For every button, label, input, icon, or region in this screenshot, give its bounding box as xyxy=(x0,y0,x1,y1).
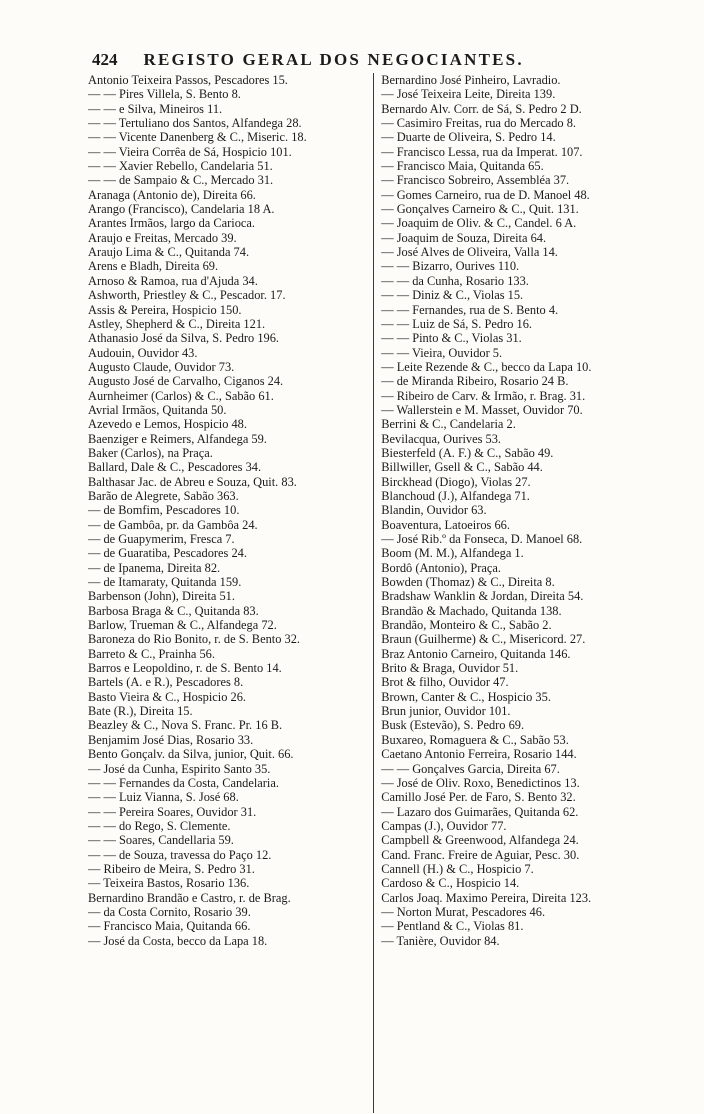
directory-entry: Berrini & C., Candelaria 2. xyxy=(381,417,516,432)
directory-entry: — de Miranda Ribeiro, Rosario 24 B. xyxy=(381,374,569,389)
directory-entry: Braz Antonio Carneiro, Quitanda 146. xyxy=(381,646,571,661)
directory-entry: Buxareo, Romaguera & C., Sabão 53. xyxy=(381,732,569,747)
directory-entry: Boom (M. M.), Alfandega 1. xyxy=(381,546,524,561)
directory-entry: Cand. Franc. Freire de Aguiar, Pesc. 30. xyxy=(381,847,580,862)
directory-entry: Bate (R.), Direita 15. xyxy=(88,704,193,719)
directory-entry: — da Costa Cornito, Rosario 39. xyxy=(88,904,251,919)
directory-entry: Baroneza do Rio Bonito, r. de S. Bento 32. xyxy=(88,632,300,647)
directory-entry: — — Pereira Soares, Ouvidor 31. xyxy=(88,804,257,819)
directory-entry: Ballard, Dale & C., Pescadores 34. xyxy=(88,460,262,475)
directory-entry: Bento Gonçalv. da Silva, junior, Quit. 66. xyxy=(88,747,294,762)
directory-entry: Campbell & Greenwood, Alfandega 24. xyxy=(381,833,579,848)
directory-entry: Cannell (H.) & C., Hospicio 7. xyxy=(381,861,534,876)
left-column xyxy=(88,73,373,1113)
directory-entry: Arantes Irmãos, largo da Carioca. xyxy=(88,216,255,231)
directory-entry: — — e Silva, Mineiros 11. xyxy=(88,101,223,116)
directory-entry: — Gomes Carneiro, rua de D. Manoel 48. xyxy=(381,187,590,202)
directory-entry: Cardoso & C., Hospicio 14. xyxy=(381,876,520,891)
directory-entry: Camillo José Per. de Faro, S. Bento 32. xyxy=(381,790,576,805)
directory-entry: — — Luiz Vianna, S. José 68. xyxy=(88,790,239,805)
directory-entry: — — Fernandes da Costa, Candelaria. xyxy=(88,775,279,790)
directory-entry: — José Rib.º da Fonseca, D. Manoel 68. xyxy=(381,532,583,546)
directory-entry: — Norton Murat, Pescadores 46. xyxy=(381,904,546,919)
directory-entry: — Tanière, Ouvidor 84. xyxy=(381,933,500,948)
directory-entry: — de Guaratiba, Pescadores 24. xyxy=(88,546,247,561)
directory-entry: — José Teixeira Leite, Direita 139. xyxy=(381,87,556,102)
directory-entry: — — de Souza, travessa do Paço 12. xyxy=(88,847,272,862)
directory-entry: — Teixeira Bastos, Rosario 136. xyxy=(88,876,250,891)
directory-entry: — José da Cunha, Espirito Santo 35. xyxy=(88,761,271,776)
directory-entry: Brito & Braga, Ouvidor 51. xyxy=(381,661,519,676)
directory-entry: Barbosa Braga & C., Quitanda 83. xyxy=(88,603,259,618)
directory-entry: Brot & filho, Ouvidor 47. xyxy=(381,675,509,690)
directory-entry: — Francisco Lessa, rua da Imperat. 107. xyxy=(381,144,583,159)
directory-entry: — — Tertuliano dos Santos, Alfandega 28. xyxy=(88,116,302,131)
directory-entry: Azevedo e Lemos, Hospicio 48. xyxy=(88,417,247,432)
directory-entry: — José Alves de Oliveira, Valla 14. xyxy=(381,245,558,260)
directory-entry: Bernardino José Pinheiro, Lavradio. xyxy=(381,73,561,87)
directory-entry: Bowden (Thomaz) & C., Direita 8. xyxy=(381,575,555,590)
directory-entry: Assis & Pereira, Hospicio 150. xyxy=(88,302,242,317)
directory-entry: — — Pires Villela, S. Bento 8. xyxy=(88,87,241,102)
directory-entry: Araujo Lima & C., Quitanda 74. xyxy=(88,245,250,260)
directory-entry: Brun junior, Ouvidor 101. xyxy=(381,704,511,719)
directory-entry: Barros e Leopoldino, r. de S. Bento 14. xyxy=(88,661,282,676)
running-title: REGISTO GERAL DOS NEGOCIANTES. xyxy=(143,50,524,69)
directory-entry: Aranaga (Antonio de), Direita 66. xyxy=(88,187,256,202)
directory-entry: — José de Oliv. Roxo, Benedictinos 13. xyxy=(381,775,580,790)
directory-entry: — Gonçalves Carneiro & C., Quit. 131. xyxy=(381,202,579,217)
directory-entry: Baenziger e Reimers, Alfandega 59. xyxy=(88,431,267,446)
directory-entry: — — do Rego, S. Clemente. xyxy=(88,818,231,833)
directory-entry: Bevilacqua, Ourives 53. xyxy=(381,431,501,446)
directory-entry: — de Bomfim, Pescadores 10. xyxy=(88,503,240,518)
directory-entry: Avrial Irmãos, Quitanda 50. xyxy=(88,402,227,417)
directory-entry: Bartels (A. e R.), Pescadores 8. xyxy=(88,675,244,690)
directory-entry: Audouin, Ouvidor 43. xyxy=(88,345,198,360)
directory-entry: Balthasar Jac. de Abreu e Souza, Quit. 83. xyxy=(88,474,297,489)
directory-entry: — — Pinto & C., Violas 31. xyxy=(381,331,522,346)
directory-entry: Arnoso & Ramoa, rua d'Ajuda 34. xyxy=(88,273,258,288)
directory-entry: Baker (Carlos), na Praça. xyxy=(88,445,213,460)
directory-columns xyxy=(88,73,628,1113)
directory-entry: Ashworth, Priestley & C., Pescador. 17. xyxy=(88,288,286,303)
directory-entry: Basto Vieira & C., Hospicio 26. xyxy=(88,689,247,704)
directory-entry: — — de Sampaio & C., Mercado 31. xyxy=(88,173,274,188)
directory-entry: — Ribeiro de Carv. & Irmão, r. Brag. 31. xyxy=(381,388,586,403)
directory-entry: Beazley & C., Nova S. Franc. Pr. 16 B. xyxy=(88,718,283,733)
directory-entry: — Leite Rezende & C., becco da Lapa 10. xyxy=(381,359,592,374)
directory-entry: Antonio Teixeira Passos, Pescadores 15. xyxy=(88,73,288,87)
directory-entry: — Ribeiro de Meira, S. Pedro 31. xyxy=(88,861,255,876)
directory-entry: — de Guapymerim, Fresca 7. xyxy=(88,532,235,546)
directory-entry: Arens e Bladh, Direita 69. xyxy=(88,259,219,274)
directory-entry: Blandin, Ouvidor 63. xyxy=(381,503,487,518)
directory-entry: — — Gonçalves Garcia, Direita 67. xyxy=(381,761,560,776)
directory-entry: Brandão & Machado, Quitanda 138. xyxy=(381,603,562,618)
directory-entry: — de Ipanema, Direita 82. xyxy=(88,560,221,575)
directory-entry: Biesterfeld (A. F.) & C., Sabão 49. xyxy=(381,445,554,460)
directory-entry: — — Bizarro, Ourives 110. xyxy=(381,259,520,274)
directory-entry: — Francisco Sobreiro, Assembléa 37. xyxy=(381,173,570,188)
directory-entry: Billwiller, Gsell & C., Sabão 44. xyxy=(381,460,543,475)
directory-entry: Blanchoud (J.), Alfandega 71. xyxy=(381,488,530,503)
directory-entry: Carlos Joaq. Maximo Pereira, Direita 123. xyxy=(381,890,592,905)
directory-entry: Campas (J.), Ouvidor 77. xyxy=(381,818,507,833)
directory-entry: — — Xavier Rebello, Candelaria 51. xyxy=(88,159,273,174)
directory-entry: Brown, Canter & C., Hospicio 35. xyxy=(381,689,551,704)
directory-entry: Brandão, Monteiro & C., Sabão 2. xyxy=(381,618,552,633)
directory-entry: Caetano Antonio Ferreira, Rosario 144. xyxy=(381,747,577,762)
directory-entry: — Joaquim de Souza, Direita 64. xyxy=(381,230,547,245)
directory-entry: Augusto José de Carvalho, Ciganos 24. xyxy=(88,374,284,389)
directory-entry: — — Soares, Candellaria 59. xyxy=(88,833,234,848)
directory-entry: Astley, Shepherd & C., Direita 121. xyxy=(88,316,266,331)
directory-entry: Bernardo Alv. Corr. de Sá, S. Pedro 2 D. xyxy=(381,101,582,116)
directory-entry: Aurnheimer (Carlos) & C., Sabão 61. xyxy=(88,388,274,403)
directory-entry: Barreto & C., Prainha 56. xyxy=(88,646,215,661)
directory-entry: — Lazaro dos Guimarães, Quitanda 62. xyxy=(381,804,579,819)
directory-entry: Barbenson (John), Direita 51. xyxy=(88,589,235,604)
directory-entry: — — da Cunha, Rosario 133. xyxy=(381,273,529,288)
directory-entry: Busk (Estevão), S. Pedro 69. xyxy=(381,718,525,733)
directory-entry: — — Fernandes, rua de S. Bento 4. xyxy=(381,302,559,317)
directory-entry: Athanasio José da Silva, S. Pedro 196. xyxy=(88,331,280,346)
directory-entry: Barão de Alegrete, Sabão 363. xyxy=(88,488,239,503)
directory-entry: — de Itamaraty, Quitanda 159. xyxy=(88,575,242,590)
page-header xyxy=(92,50,612,72)
directory-entry: — — Luiz de Sá, S. Pedro 16. xyxy=(381,316,532,331)
directory-entry: — Casimiro Freitas, rua do Mercado 8. xyxy=(381,116,577,131)
directory-entry: Bordô (Antonio), Praça. xyxy=(381,560,501,575)
directory-entry: Benjamim José Dias, Rosario 33. xyxy=(88,732,254,747)
directory-entry: — Duarte de Oliveira, S. Pedro 14. xyxy=(381,130,556,145)
directory-entry: Araujo e Freitas, Mercado 39. xyxy=(88,230,237,245)
directory-entry: — Wallerstein e M. Masset, Ouvidor 70. xyxy=(381,402,583,417)
right-column xyxy=(373,73,628,1113)
page-number: 424 xyxy=(92,50,118,69)
directory-entry: — — Diniz & C., Violas 15. xyxy=(381,288,524,303)
directory-entry: — Francisco Maia, Quitanda 65. xyxy=(381,159,544,174)
directory-entry: — de Gambôa, pr. da Gambôa 24. xyxy=(88,517,258,532)
directory-entry: Bradshaw Wanklin & Jordan, Direita 54. xyxy=(381,589,584,604)
directory-entry: Braun (Guilherme) & C., Misericord. 27. xyxy=(381,632,586,647)
directory-entry: — — Vieira Corrêa de Sá, Hospicio 101. xyxy=(88,144,292,159)
directory-entry: — Pentland & C., Violas 81. xyxy=(381,919,524,934)
directory-entry: — Francisco Maia, Quitanda 66. xyxy=(88,919,251,934)
directory-entry: Birckhead (Diogo), Violas 27. xyxy=(381,474,531,489)
directory-entry: — — Vieira, Ouvidor 5. xyxy=(381,345,503,360)
directory-entry: Augusto Claude, Ouvidor 73. xyxy=(88,359,235,374)
directory-entry: Boaventura, Latoeiros 66. xyxy=(381,517,510,532)
directory-entry: Bernardino Brandão e Castro, r. de Brag. xyxy=(88,890,291,905)
directory-entry: — — Vicente Danenberg & C., Miseric. 18. xyxy=(88,130,307,145)
directory-entry: — Joaquim de Oliv. & C., Candel. 6 A. xyxy=(381,216,577,231)
directory-entry: — José da Costa, becco da Lapa 18. xyxy=(88,933,268,948)
directory-entry: Barlow, Trueman & C., Alfandega 72. xyxy=(88,618,277,633)
directory-entry: Arango (Francisco), Candelaria 18 A. xyxy=(88,202,275,217)
